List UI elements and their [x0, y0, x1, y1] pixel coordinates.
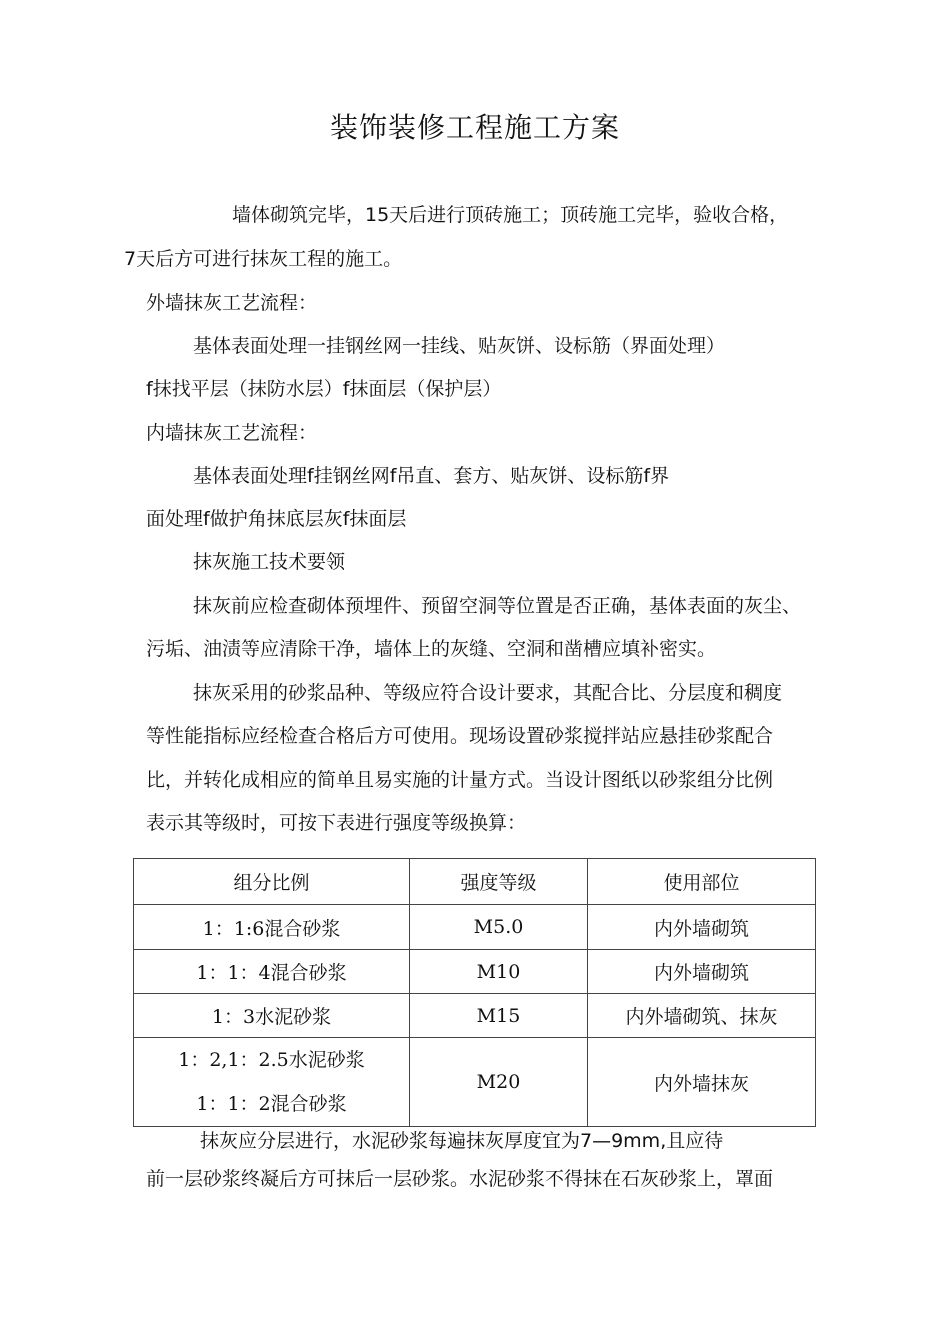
- paragraph-line: 前一层砂浆终凝后方可抹后一层砂浆。水泥砂浆不得抹在石灰砂浆上，罩面: [146, 1168, 774, 1190]
- paragraph-line: 抹灰前应检查砌体预埋件、预留空洞等位置是否正确，基体表面的灰尘、: [193, 595, 802, 617]
- table-cell-ratio: 1：3水泥砂浆: [134, 994, 410, 1038]
- paragraph-line: f抹找平层（抹防水层）f抹面层（保护层）: [146, 378, 502, 400]
- table-cell-grade: M15: [410, 994, 588, 1038]
- paragraph-line: 抹灰采用的砂浆品种、等级应符合设计要求，其配合比、分层度和稠度: [193, 682, 783, 704]
- table-row: [134, 950, 816, 994]
- table-cell-usage: 内外墙砌筑: [588, 950, 816, 994]
- table-header-cell: 使用部位: [588, 859, 816, 905]
- table-cell-ratio-line: 1：2,1：2.5水泥砂浆: [178, 1049, 365, 1071]
- paragraph-line: 面处理f做护角抹底层灰f抹面层: [146, 508, 407, 530]
- paragraph-line: 墙体砌筑完毕，15天后进行顶砖施工；顶砖施工完毕，验收合格，: [232, 204, 789, 226]
- table-cell-usage: 内外墙砌筑: [588, 905, 816, 950]
- paragraph-line: 表示其等级时，可按下表进行强度等级换算：: [146, 812, 527, 834]
- table-header-cell: 强度等级: [410, 859, 588, 905]
- paragraph-line: 7天后方可进行抹灰工程的施工。: [124, 248, 403, 270]
- table-cell-grade: M5.0: [410, 905, 588, 950]
- document-title: 装饰装修工程施工方案: [329, 111, 620, 144]
- mortar-grade-table: [133, 858, 816, 1127]
- paragraph-line: 抹灰应分层进行，水泥砂浆每遍抹灰厚度宜为7—9mm,且应待: [200, 1130, 724, 1152]
- table-row: [134, 905, 816, 950]
- section-heading: 内墙抹灰工艺流程：: [146, 422, 318, 444]
- paragraph-line: 比，并转化成相应的简单且易实施的计量方式。当设计图纸以砂浆组分比例: [146, 769, 774, 791]
- paragraph-line: 基体表面处理f挂钢丝网f吊直、套方、贴灰饼、设标筋f界: [193, 465, 670, 487]
- table-cell-grade: M10: [410, 950, 588, 994]
- paragraph-line: 污垢、油渍等应清除干净，墙体上的灰缝、空洞和凿槽应填补密实。: [146, 638, 717, 660]
- table-header-cell: 组分比例: [134, 859, 410, 905]
- table-row-merged: [134, 1038, 816, 1127]
- table-cell-grade: M20: [410, 1038, 588, 1127]
- table-header-row: [134, 859, 816, 905]
- table-cell-ratio: [134, 1038, 410, 1127]
- table-cell-ratio: 1：1:6混合砂浆: [134, 905, 410, 950]
- table-cell-ratio-line: 1：1：2混合砂浆: [196, 1093, 347, 1115]
- paragraph-line: 等性能指标应经检查合格后方可使用。现场设置砂浆搅拌站应悬挂砂浆配合: [146, 725, 774, 747]
- section-heading: 抹灰施工技术要领: [193, 551, 346, 573]
- section-heading: 外墙抹灰工艺流程：: [146, 292, 318, 314]
- table-cell-ratio: 1：1：4混合砂浆: [134, 950, 410, 994]
- table-row: [134, 994, 816, 1038]
- table-cell-usage: 内外墙砌筑、抹灰: [588, 994, 816, 1038]
- paragraph-line: 基体表面处理一挂钢丝网一挂线、贴灰饼、设标筋（界面处理）: [193, 335, 726, 357]
- table-cell-usage: 内外墙抹灰: [588, 1038, 816, 1127]
